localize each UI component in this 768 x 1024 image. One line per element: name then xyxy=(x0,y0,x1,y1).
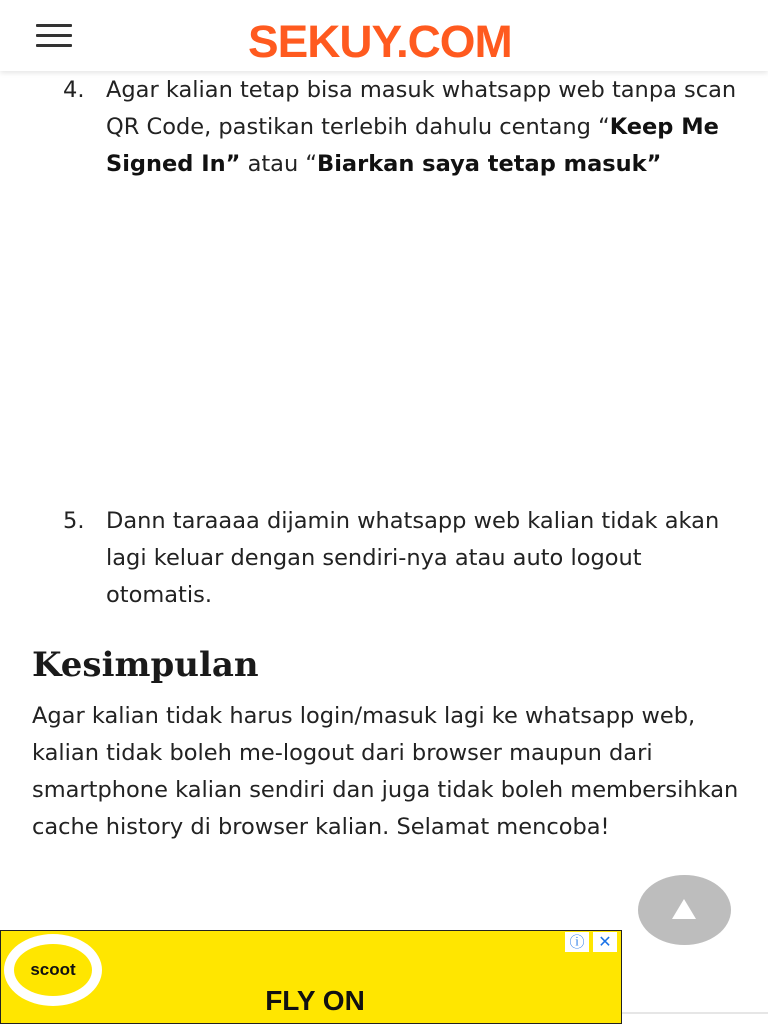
ad-brand-name: scoot xyxy=(14,944,92,996)
triangle-up-icon xyxy=(672,899,696,919)
divider xyxy=(622,1012,768,1014)
menu-bar-bottom xyxy=(36,44,72,47)
scroll-to-top-button[interactable] xyxy=(638,875,731,945)
keep-me-signed-in-label: Keep Me Signed In” xyxy=(106,114,719,177)
step-number: 5. xyxy=(63,508,85,534)
ad-close-icon[interactable]: ✕ xyxy=(593,932,617,952)
step-text: Dann taraaaa dijamin whatsapp web kalian tidak akan lagi keluar dengan sendiri-nya atau auto logout otomatis. xyxy=(106,508,720,608)
step-text-part: atau “ xyxy=(240,151,318,177)
scoot-logo[interactable] xyxy=(4,934,102,1006)
step-text xyxy=(106,72,746,183)
site-logo[interactable]: SEKUY.COM xyxy=(248,16,512,67)
ad-headline[interactable]: FLY ON xyxy=(265,985,365,1016)
step-text-part: Agar kalian tetap bisa masuk whatsapp web tanpa scan QR Code, pastikan terlebih dahulu centang “ xyxy=(106,77,737,140)
section-heading: Kesimpulan xyxy=(32,645,259,685)
hamburger-menu-icon[interactable] xyxy=(36,22,74,50)
ad-info-icon[interactable]: ⓘ xyxy=(565,932,589,952)
menu-bar-top xyxy=(36,24,72,27)
biarkan-saya-tetap-masuk-label: Biarkan saya tetap masuk” xyxy=(317,151,662,177)
menu-bar-middle xyxy=(36,34,72,37)
step-number: 4. xyxy=(63,77,85,103)
conclusion-paragraph: Agar kalian tidak harus login/masuk lagi ke whatsapp web, kalian tidak boleh me-logout dari browser maupun dari smartphone kalian sendiri dan juga tidak boleh membersihkan cache history di browser kalian. Selamat mencoba! xyxy=(32,703,739,840)
site-header xyxy=(0,0,768,71)
